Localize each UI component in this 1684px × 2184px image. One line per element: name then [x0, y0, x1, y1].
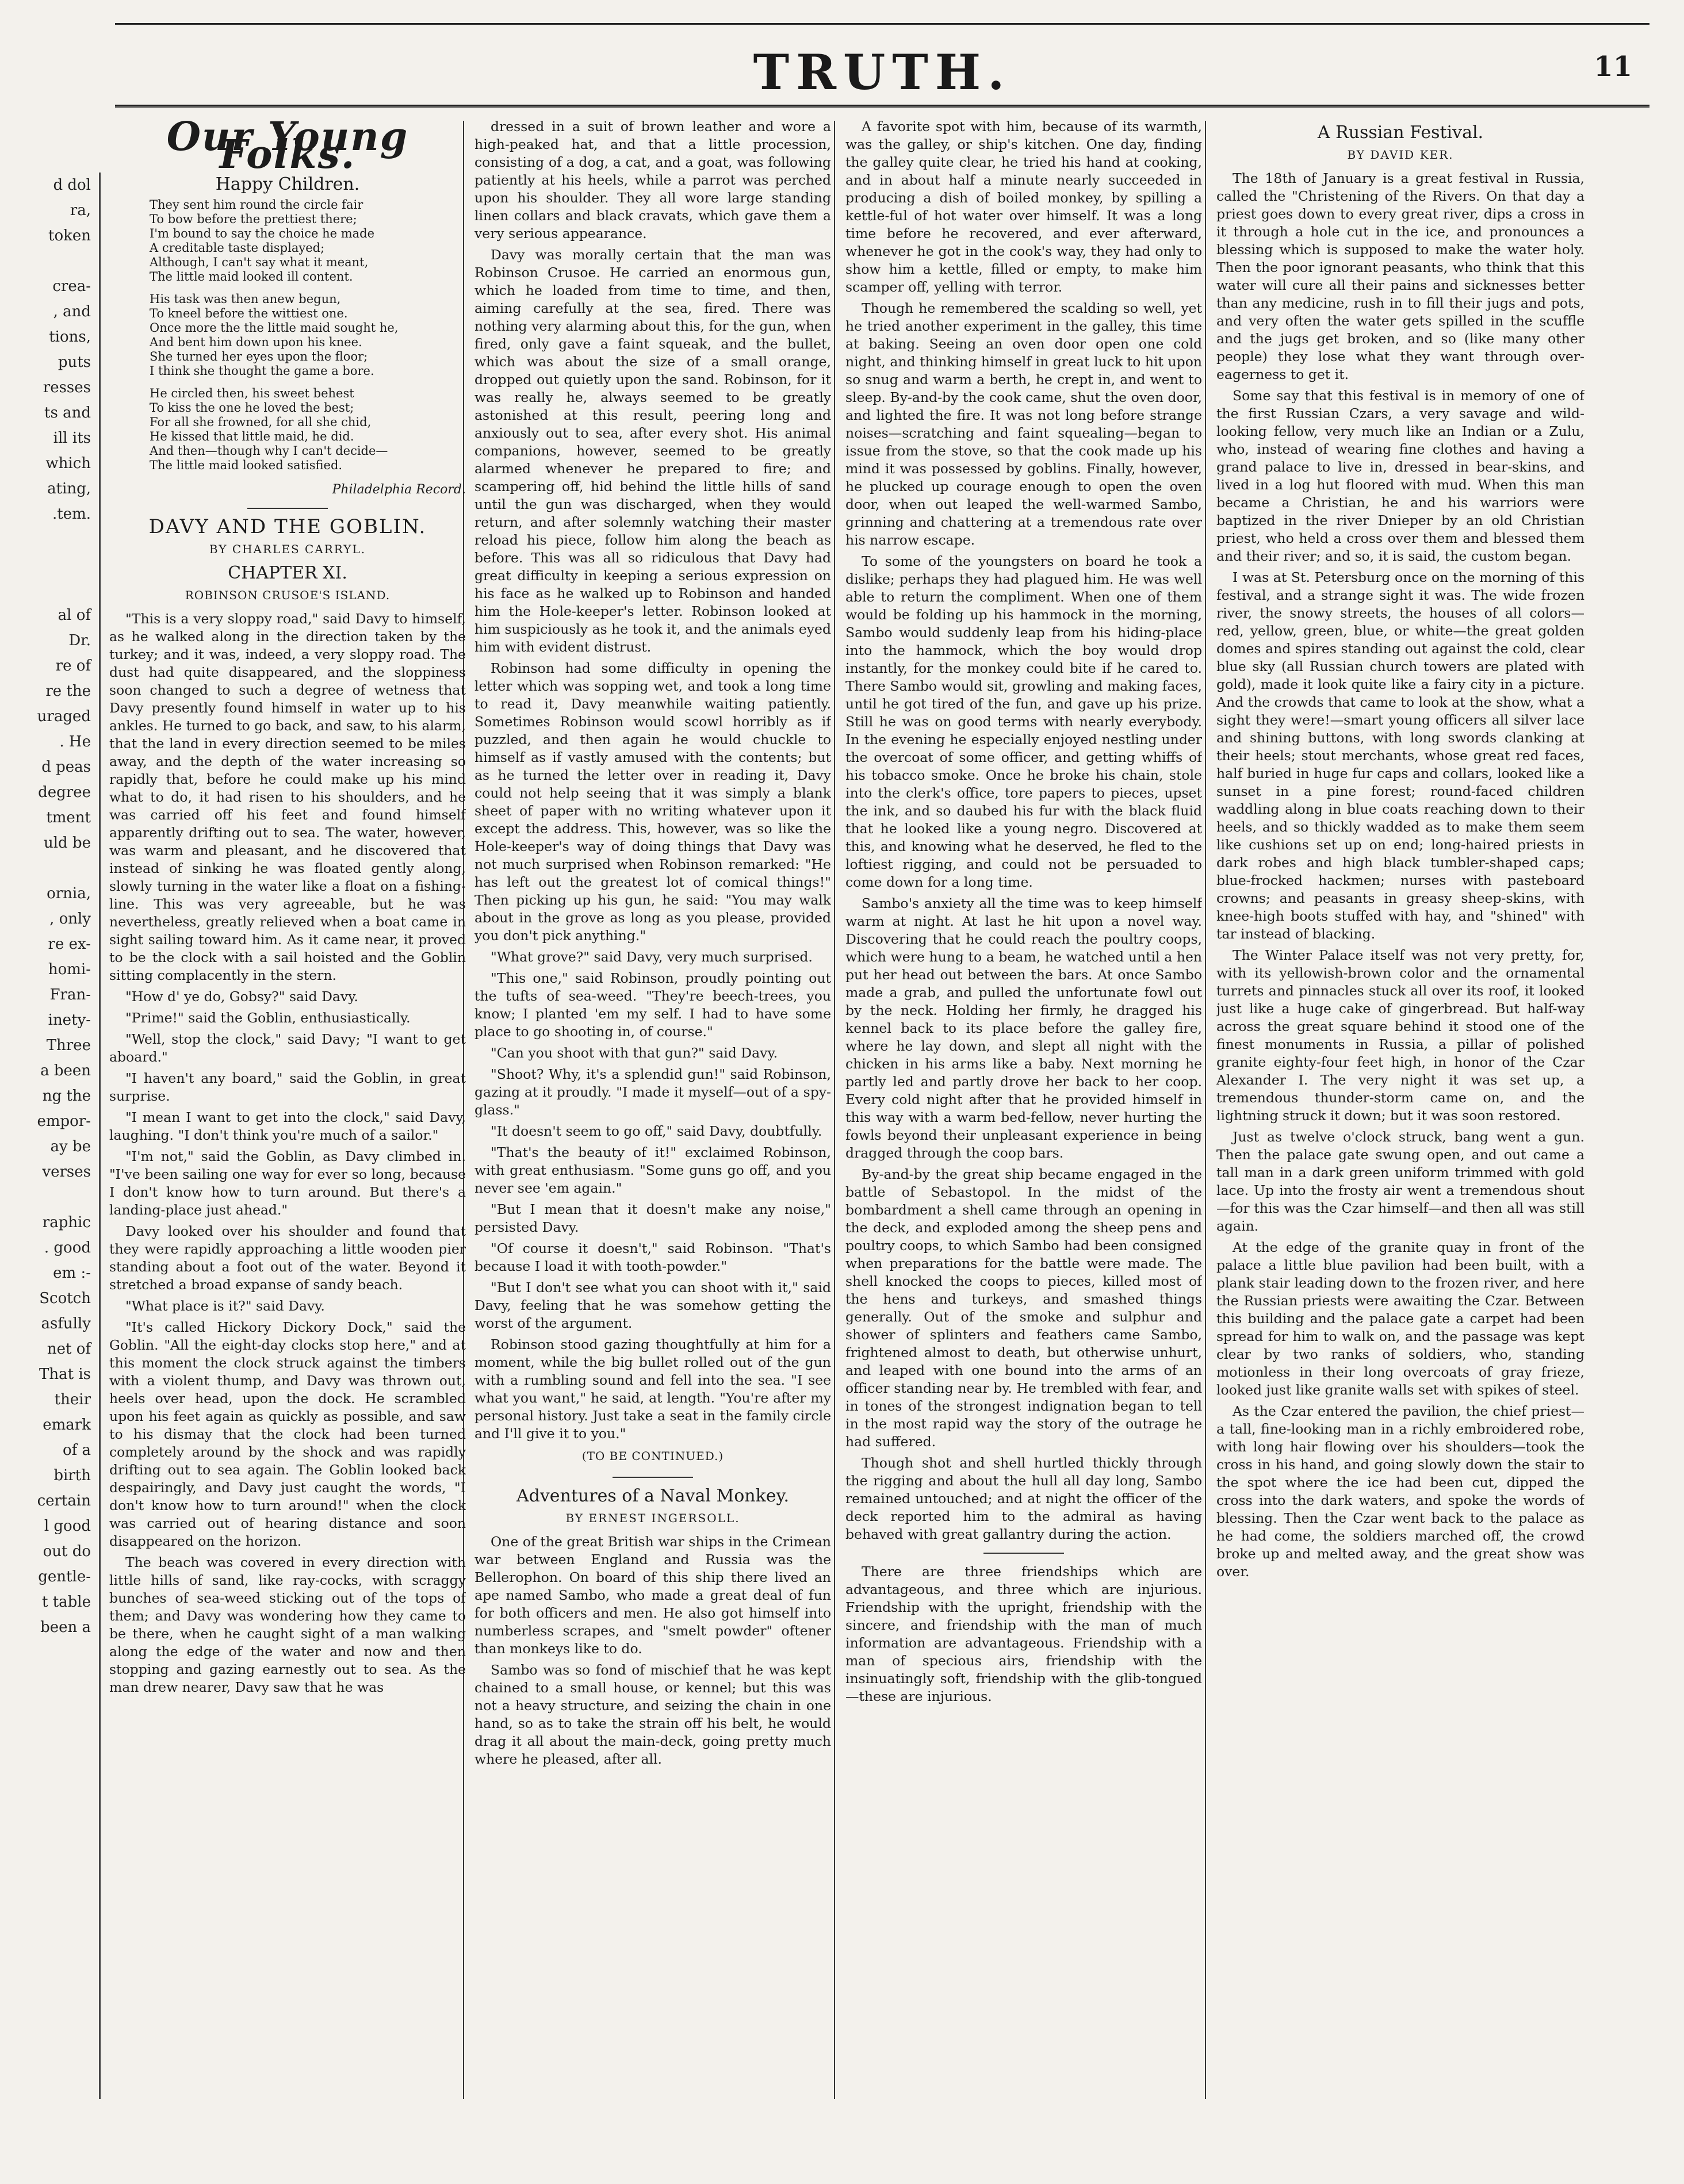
strip-fragment: tions, [49, 328, 91, 346]
strip-fragment [0, 856, 91, 881]
strip-fragment: which [45, 455, 91, 472]
strip-fragment: uld be [44, 834, 91, 852]
poem-line: To kiss the one he loved the best; [150, 401, 354, 415]
paragraph: "But I mean that it doesn't make any noise," persisted Davy. [474, 1201, 831, 1235]
paragraph: By-and-by the great ship became engaged in the battle of Sebastopol. In the midst of the bombardment a shell came through an opening in the deck, and exploded among the sheep pens and poultry coops, to which Sambo had been consigned when preparations for the battle were made. The shell knocked the coops to pieces, killed most of the hens and turkeys, and smashed things generally. Out of the smoke and sulphur and shower of splinters and feathers came Sambo, frightened almost to death, but otherwise unhurt, and leaped with one bound into the arms of an officer standing near by. He trembled with fear, and in tones of the strongest indignation began to tell in the most rapid way the story of the outrage he had suffered. [845, 1166, 1202, 1450]
strip-fragment: Three [46, 1037, 91, 1054]
paragraph: "What grove?" said Davy, very much surprised. [491, 949, 813, 965]
strip-fragment: resses [43, 379, 91, 396]
strip-fragment: homi- [48, 961, 91, 978]
top-rule [115, 23, 1649, 25]
strip-fragment: l good [44, 1518, 91, 1535]
paragraph: As the Czar entered the pavilion, the chief priest—a tall, fine-looking man in a richly embroidered robe, with long hair flowing over his shoulders—took the cross in his hand, and going slowly down the stair to the spot where the ice had been cut, dipped the cross into the dark waters, and spoke the words of blessing. Then the Czar went back to the palace as he had come, the soldiers marched off, the crowd broke up and melted away, and the great show was over. [1216, 1403, 1585, 1580]
strip-fragment: ornia, [47, 885, 91, 902]
adjacent-page-strip [0, 173, 101, 2099]
paragraph: "Of course it doesn't," said Robinson. "That's because I load it with tooth-powder." [474, 1240, 831, 1274]
strip-fragment: ng the [42, 1087, 91, 1105]
poem-line: He kissed that little maid, he did. [150, 430, 354, 443]
paragraph: Though he remembered the scalding so well, yet he tried another experiment in the galley, this time at baking. Seeing an oven door open one cold night, and thinking himself in great luck to hit upon so snug and warm a berth, he crept in, and went to sleep. By-and-by the cook came, shut the oven door, and lighted the fire. It was not long before strange noises—scratching and faint squealing—began to issue from the stove, so that the cook made up his mind it was possessed by goblins. Finally, however, he plucked up courage enough to open the oven door, when out leaped the well-warmed Sambo, grinning and chattering at a tremendous rate over his narrow escape. [845, 300, 1202, 548]
poem-line: He circled then, his sweet behest [150, 386, 354, 400]
strip-fragment: net of [47, 1340, 91, 1358]
poem-line: And bent him down upon his knee. [150, 335, 362, 349]
masthead-rule [115, 105, 1649, 108]
poem-line: And then—though why I can't decide— [150, 444, 388, 458]
strip-fragment: Dr. [68, 632, 91, 649]
paragraph: To some of the youngsters on board he took a dislike; perhaps they had plagued him. He was well able to return the compliment. When one of them would be folding up his hammock in the morning, Sambo would suddenly leap from his hiding-place into the hammock, which the boy would drop instantly, for the monkey could bite if he cared to. There Sambo would sit, growling and making faces, until he got tired of the fun, and gave up his prize. Still he was on good terms with nearly everybody. In the evening he especially enjoyed nestling under the overcoat of some officer, and getting whiffs of his tobacco smoke. Once he broke his chain, stole into the clerk's office, tore papers to pieces, upset the ink, and so daubed his fur with the black fluid that he looked like a young negro. Discovered at this, and knowing what he deserved, he fled to the loftiest rigging, and could not be persuaded to come down for a long time. [845, 553, 1202, 890]
poem-line: A creditable taste displayed; [150, 241, 325, 255]
paragraph: Robinson had some difficulty in opening the letter which was sopping wet, and took a long time to read it, Davy meanwhile waiting patiently. Sometimes Robinson would scowl horribly as if puzzled, and then again he would chuckle to himself as if vastly amused with the contents; but as he turned the letter over in reading it, Davy could not help seeing that it was simply a blank sheet of paper with no writing whatever upon it except the address. This, however, was so like the Hole-keeper's way of doing things that Davy was not much surprised when Robinson remarked: "He has left out the greatest lot of comical things!" Then picking up his gun, he said: "You may walk about in the grove as long as you please, provided you don't pick anything." [474, 660, 831, 944]
paragraph: "What place is it?" said Davy. [125, 1298, 325, 1314]
strip-fragment: degree [38, 784, 91, 801]
strip-fragment: , and [53, 303, 91, 320]
section-title: Our Young Folks. [166, 118, 409, 178]
paragraph: The Winter Palace itself was not very pretty, for, with its yellowish-brown color and the ornamental turrets and pinnacles stuck all over its roof, it looked just like a huge cake of gingerbread. But half-way across the great square behind it stood one of the finest monuments in Russia, a pillar of polished granite eighty-four feet high, in honor of the Czar Alexander I. The very night it was set up, a tremendous thunder-storm came on, and the lightning struck it down; but it was soon restored. [1216, 947, 1585, 1124]
strip-fragment: token [48, 227, 91, 244]
strip-fragment: re the [45, 683, 91, 700]
paragraph: "I'm not," said the Goblin, as Davy climbed in. "I've been sailing one way for ever so long, because I don't know how to turn around. But there's a landing-place just ahead." [109, 1148, 466, 1218]
strip-fragment: uraged [37, 708, 91, 725]
poem [109, 198, 466, 473]
paragraph: "That's the beauty of it!" exclaimed Robinson, with great enthusiasm. "Some guns go off, and you never see 'em again." [474, 1144, 831, 1196]
poem-attribution: Philadelphia Record. [332, 482, 466, 497]
paragraph: "Can you shoot with that gun?" said Davy. [491, 1045, 778, 1061]
strip-fragment: asfully [41, 1315, 91, 1332]
column-rule [1205, 121, 1206, 2099]
masthead-title: TRUTH. [753, 43, 1012, 101]
poem-line: I'm bound to say the choice he made [150, 227, 375, 240]
paragraph: "This is a very sloppy road," said Davy to himself, as he walked along in the direction taken by the turkey; and it was, indeed, a very sloppy road. The dust had quite disappeared, and the sloppiness soon changed to such a degree of wetness that Davy presently found himself in water up to his ankles. He turned to go back, and saw, to his alarm, that the land in every direction seemed to be miles away, and the depth of the water increasing so rapidly that, before he could make up his mind what to do, it had risen to his shoulders, and he was carried off his feet and found himself apparently drifting out to sea. The water, however, was warm and pleasant, and he discovered that instead of sinking he was floated gently along, slowly turning in the water like a float on a fishing-line. This was very agreeable, but he was nevertheless, greatly relieved when a boat came in sight sailing toward him. As it came near, it proved to be the clock with a sail hoisted and the Goblin sitting complacently in the stern. [109, 611, 466, 983]
divider [613, 1477, 693, 1478]
column-4 [1216, 118, 1585, 2119]
strip-fragment [0, 527, 91, 552]
strip-fragment: birth [53, 1467, 91, 1484]
poem-line: His task was then anew begun, [150, 292, 341, 306]
paragraph: "This one," said Robinson, proudly pointing out the tufts of sea-weed. "They're beech-trees, you know; I planted 'em my self. I had to have some place to go shooting in, of course." [474, 970, 831, 1040]
story-body [109, 610, 466, 1696]
paragraph: "It doesn't seem to go off," said Davy, doubtfully. [491, 1123, 822, 1139]
chapter-subtitle: ROBINSON CRUSOE'S ISLAND. [185, 588, 391, 602]
poem-line: She turned her eyes upon the floor; [150, 350, 368, 363]
strip-fragment: , only [49, 910, 91, 928]
poem-line: The little maid looked ill content. [150, 270, 353, 283]
paragraph: The beach was covered in every direction with little hills of sand, like ray-cocks, with scraggy bunches of sea-weed sticking out of the tops of them; and Davy was wondering how they came to be there, when he caught sight of a man walking along the edge of the water and now and then stopping and gazing earnestly out to sea. As the man drew nearer, Davy saw that he was [109, 1554, 466, 1695]
strip-fragment: puts [58, 354, 91, 371]
column-1 [109, 118, 466, 2119]
strip-fragment: Scotch [39, 1290, 91, 1307]
strip-fragment [0, 248, 91, 274]
paragraph: Just as twelve o'clock struck, bang went a gun. Then the palace gate swung open, and out came a tall man in a dark green uniform trimmed with gold lace. Up into the frosty air went a tremendous shout—for this was the Czar himself—and then all was still again. [1216, 1129, 1585, 1234]
poem-line: Once more the the little maid sought he, [150, 321, 399, 335]
paragraph: "How d' ye do, Gobsy?" said Davy. [125, 988, 358, 1005]
paragraph: "I mean I want to get into the clock," said Davy, laughing. "I don't think you're much of a sailor." [109, 1109, 466, 1143]
strip-fragment [0, 1185, 91, 1210]
strip-fragment: emark [43, 1416, 91, 1434]
story2-title: Adventures of a Naval Monkey. [516, 1486, 790, 1506]
strip-fragment: been a [40, 1619, 91, 1636]
strip-fragment: ill its [53, 430, 91, 447]
strip-fragment: of a [62, 1442, 91, 1459]
paragraph: The 18th of January is a great festival in Russia, called the "Christening of the Rivers. On that day a priest goes down to every great river, dips a cross in it through a hole cut in the ice, and pronounces a blessing which is supposed to make the water holy. Then the poor ignorant peasants, who think that this water will cure all their pains and sicknesses better than any medicine, rush in to fill their jugs and pots, and very often the water gets spilled in the scuffle and the jugs get broken, and so (like many other people) they lose what they want through over-eagerness to get it. [1216, 170, 1585, 382]
strip-fragment: a been [40, 1062, 91, 1079]
paragraph: "Prime!" said the Goblin, enthusiastically. [125, 1010, 411, 1026]
paragraph: Sambo's anxiety all the time was to keep himself warm at night. At last he hit upon a novel way. Discovering that he could reach the poultry coops, which were hung to a beam, he watched until a hen put her head out between the bars. At once Sambo made a grab, and pulled the unfortunate fowl out by the neck. Holding her firmly, he dragged his kennel back to its place before the galley fire, where he lay down, and slept all night with the chicken in his arms like a baby. Next morning he partly led and partly drove her back to her coop. Every cold night after that he provided himself in this way with a warm bed-fellow, never hurting the fowls beyond their unpleasant experience in being dragged through the coop bars. [845, 895, 1202, 1161]
strip-fragment: .tem. [52, 505, 91, 523]
column-2 [474, 118, 831, 2119]
divider [983, 1553, 1064, 1554]
story2-byline: BY ERNEST INGERSOLL. [565, 1511, 740, 1525]
column-3 [845, 118, 1202, 2119]
russian-festival-title: A Russian Festival. [1317, 122, 1484, 143]
strip-fragment: al of [58, 607, 91, 624]
monkey-story-body [845, 118, 1202, 1543]
strip-fragment: verses [42, 1163, 91, 1181]
page-number: 11 [1594, 51, 1632, 83]
strip-fragment: crea- [52, 278, 91, 295]
strip-fragment: empor- [37, 1113, 91, 1130]
paragraph: dressed in a suit of brown leather and wore a high-peaked hat, and that a little procession, consisting of a dog, a cat, and a goat, was following patiently at his heels, while a parrot was perched upon his shoulder. They all wore large standing linen collars and black cravats, which gave them a very serious appearance. [474, 118, 831, 242]
strip-fragment: Fran- [49, 986, 91, 1003]
paragraph: A favorite spot with him, because of its warmth, was the galley, or ship's kitchen. One day, finding the galley quite clear, he tried his hand at cooking, and in about half a minute nearly succeeded in producing a dish of boiled monkey, by spilling a kettle-ful of hot water over himself. It was a long time before he recovered, and ever afterward, whenever he got in the cook's way, they had only to show him a kettle, filled or empty, to make him scamper off, yelling with terror. [845, 118, 1202, 295]
strip-fragment: em :- [53, 1265, 91, 1282]
strip-fragment: re ex- [48, 936, 91, 953]
to-be-continued: (TO BE CONTINUED.) [581, 1449, 724, 1463]
poem-line: For all she frowned, for all she chid, [150, 415, 372, 429]
paragraph: Sambo was so fond of mischief that he was kept chained to a small house, or kennel; but this was not a heavy structure, and seizing the chain in one hand, so as to take the strain off his belt, he would drag it all about the main-deck, going pretty much where he pleased, after all. [474, 1662, 831, 1767]
poem-stanza [150, 386, 466, 473]
paragraph: "Shoot? Why, it's a splendid gun!" said Robinson, gazing at it proudly. "I made it myself—out of a spy-glass." [474, 1066, 831, 1118]
friendships-paragraph: There are three friendships which are advantageous, and three which are injurious. Friendship with the upright, friendship with the sincere, and friendship with the man of much information are advantageous. Friendship with a man of specious airs, friendship with the insinuatingly soft, friendship with the glib-tongued—these are injurious. [845, 1564, 1202, 1704]
paragraph: Robinson stood gazing thoughtfully at him for a moment, while the big bullet rolled out of the gun with a rumbling sound and fell into the sea. "I see what you want," he said, at length. "You're after my personal history. Just take a seat in the family circle and I'll give it to you." [474, 1336, 831, 1442]
divider [247, 508, 328, 509]
poem-line: I think she thought the game a bore. [150, 364, 374, 378]
paragraph: Davy looked over his shoulder and found that they were rapidly approaching a little wooden pier standing about a foot out of the water. Beyond it stretched a broad expanse of sandy beach. [109, 1223, 466, 1293]
chapter-heading: CHAPTER XI. [228, 563, 347, 583]
strip-fragment: their [54, 1391, 91, 1408]
strip-fragment: ay be [50, 1138, 91, 1155]
poem-line: Although, I can't say what it meant, [150, 255, 369, 269]
paragraph: Some say that this festival is in memory of one of the first Russian Czars, a very savage and wild-looking fellow, very much like an Indian or a Zulu, who, instead of wearing fine clothes and having a grand palace to live in, dressed in bear-skins, and lived in a log hut floored with mud. When this man became a Christian, he and his warriors were baptized in the river Dnieper by an old Christian priest, who held a cross over them and blessed them and their river; and so, it is said, the custom began. [1216, 388, 1585, 564]
poem-stanza [150, 292, 466, 378]
strip-fragment: . He [59, 733, 91, 750]
poem-title: Happy Children. [215, 174, 360, 194]
strip-fragment: out do [43, 1543, 91, 1560]
story-byline: BY CHARLES CARRYL. [209, 542, 366, 556]
strip-fragment: inety- [48, 1011, 91, 1029]
strip-fragment: That is [39, 1366, 91, 1383]
strip-fragment: ating, [47, 480, 91, 497]
strip-fragment: t table [41, 1593, 91, 1611]
poem-stanza [150, 198, 466, 284]
russian-festival-body [1216, 170, 1585, 1581]
strip-fragment: tment [46, 809, 91, 826]
strip-fragment: d peas [41, 758, 91, 776]
poem-line: They sent him round the circle fair [150, 198, 363, 212]
paragraph: "Well, stop the clock," said Davy; "I want to get aboard." [109, 1031, 466, 1065]
poem-line: To bow before the prettiest there; [150, 212, 357, 226]
paragraph: One of the great British war ships in the Crimean war between England and Russia was the Bellerophon. On board of this ship there lived an ape named Sambo, who made a great deal of fun for both officers and men. He also got himself into numberless scrapes, and "smelt powder" oftener than monkeys like to do. [474, 1534, 831, 1657]
paragraph: I was at St. Petersburg once on the morning of this festival, and a strange sight it was. The wide frozen river, the snowy streets, the houses of all colors—red, yellow, green, blue, or white—the great golden domes and spires standing out against the cold, clear blue sky (all Russian church towers are plated with gold), made it look quite like a fairy city in a picture. And the crowds that came to look at the show, what a sight they were!—smart young officers all silver lace and shining buttons, with long swords clanking at their heels; stout merchants, whose great red faces, half buried in huge fur caps and collars, looked like a sunset in a pine forest; round-faced children waddling along in blue coats reaching down to their heels, and so thickly wadded as to make them seem like cushions set up on end; long-haired priests in dark robes and high black tumbler-shaped caps; blue-frocked hackmen; nurses with pasteboard crowns; and peasants in greasy sheep-skins, with knee-high boots stuffed with hay, and "shined" with tar instead of blacking. [1216, 569, 1585, 942]
strip-fragment: d dol [53, 177, 91, 194]
story-title: DAVY AND THE GOBLIN. [148, 515, 427, 538]
story-continued-body [474, 118, 831, 1443]
paragraph: "It's called Hickory Dickory Dock," said the Goblin. "All the eight-day clocks stop here," and at this moment the clock struck against the timbers with a violent thump, and Davy was thrown out, heels over head, upon the dock. He scrambled upon his feet again as quickly as possible, and saw to his dismay that the clock had been turned completely around by the shock and was rapidly drifting out to sea again. The Goblin looked back despairingly, and Davy just caught the words, "I don't know how to turn around!" when the clock was carried out of hearing distance and soon disappeared on the horizon. [109, 1319, 466, 1549]
paragraph: At the edge of the granite quay in front of the palace a little blue pavilion had been built, with a plank stair leading down to the frozen river, and here the Russian priests were awaiting the Czar. Between this building and the palace gate a carpet had been spread for him to walk on, and the passage was kept clear by two ranks of soldiers, who, standing motionless in their long overcoats of gray frieze, looked just like granite walls set with spikes of steel. [1216, 1239, 1585, 1398]
strip-fragment: ts and [44, 404, 91, 422]
strip-fragment: certain [37, 1492, 91, 1509]
strip-fragment [0, 577, 91, 603]
paragraph: "I haven't any board," said the Goblin, in great surprise. [109, 1070, 466, 1104]
strip-fragment [0, 552, 91, 577]
strip-fragment: re of [55, 657, 91, 675]
paragraph: Davy was morally certain that the man was Robinson Crusoe. He carried an enormous gun, which he loaded from time to time, and then, aiming carefully at the sea, fired. There was nothing very alarming about this, for the gun, when fired, only gave a faint squeak, and the bullet, which was about the size of a small orange, dropped out quietly upon the sand. Robinson, for it was really he, always seemed to be greatly astonished at this result, peering long and anxiously out to sea, after every shot. His animal companions, however, seemed to be greatly alarmed whenever he prepared to fire; and scampering off, hid behind the little hills of sand until the gun was discharged, when they would return, and after solemnly watching their master reload his piece, follow him along the beach as before. This was all so ridiculous that Davy had great difficulty in keeping a serious expression on his face as he walked up to Robinson and handed him the Hole-keeper's letter. Robinson looked at him suspiciously as he took it, and the animals eyed him with evident distrust. [474, 247, 831, 655]
strip-fragment: raphic [42, 1214, 91, 1231]
poem-line: To kneel before the wittiest one. [150, 306, 348, 320]
russian-festival-byline: BY DAVID KER. [1347, 148, 1454, 162]
strip-fragment: ra, [70, 202, 91, 219]
column-rule [834, 121, 835, 2099]
paragraph: "But I don't see what you can shoot with it," said Davy, feeling that he was somehow getting the worst of the argument. [474, 1279, 831, 1331]
strip-fragment: gentle- [38, 1568, 91, 1585]
poem-line: The little maid looked satisfied. [150, 458, 343, 472]
story2-body [474, 1533, 831, 1768]
paragraph: Though shot and shell hurtled thickly through the rigging and about the hull all day long, Sambo remained untouched; and at night the officer of the deck reported him to the admiral as having behaved with great gallantry during the action. [845, 1455, 1202, 1542]
strip-fragment: . good [44, 1239, 91, 1256]
